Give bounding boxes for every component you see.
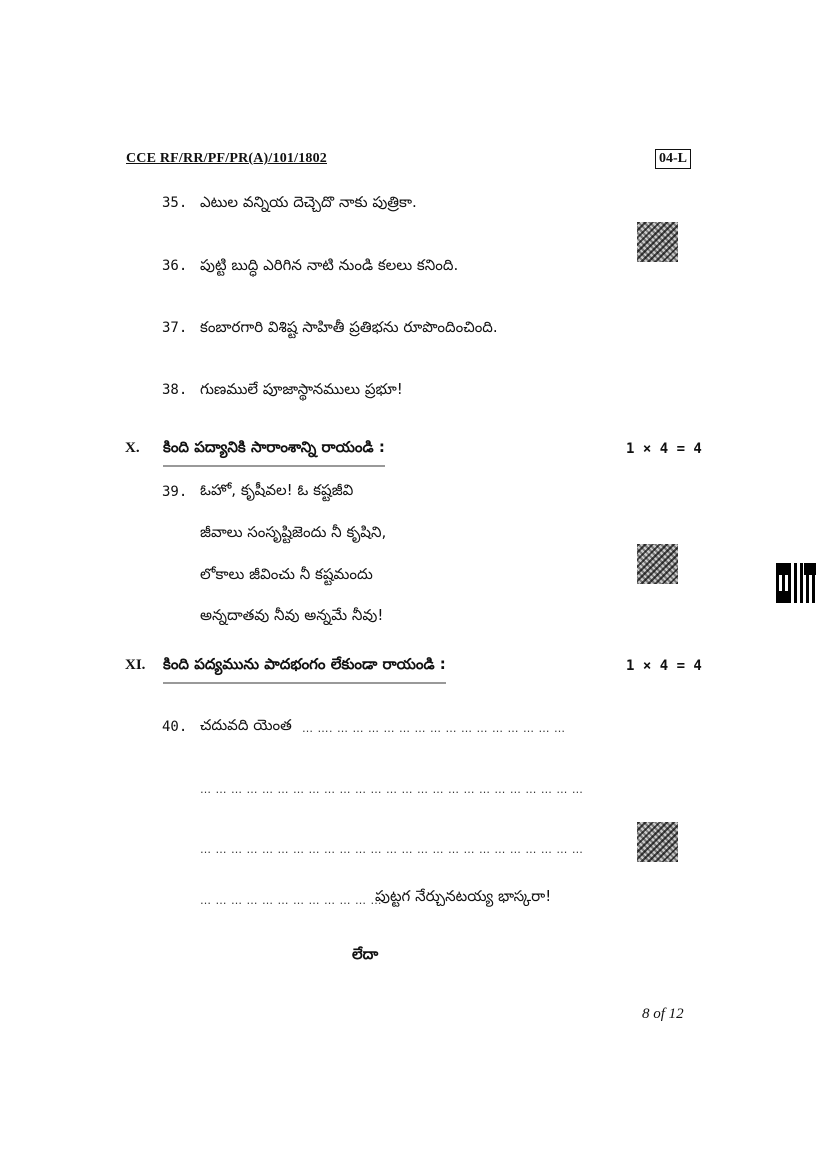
section-marks: 1 × 4 = 4 xyxy=(626,658,702,674)
scan-code-image xyxy=(637,222,678,262)
question-text: గుణములే పూజాస్థానములు ప్రభూ! xyxy=(200,380,403,398)
question-number: 38. xyxy=(162,382,188,398)
question-text: పుట్టి బుద్ధి ఎరిగిన నాటి నుండి కలలు కనింది. xyxy=(200,256,459,274)
poem-end: పుట్టగ నేర్చునటయ్య భాస్కరా! xyxy=(375,887,552,905)
question-number: 35. xyxy=(162,195,188,211)
page-number: 8 of 12 xyxy=(642,1006,684,1022)
paper-code-box: 04-L xyxy=(655,149,691,169)
fill-dots: … …. … … … … … … … … … … … … … … … xyxy=(302,722,566,735)
poem-line: జీవాలు సంసృష్టిజెందు నీ కృషిని, xyxy=(200,523,387,541)
section-label: X. xyxy=(125,440,140,456)
question-text: ఎటుల వన్నియ దెచ్చెదొ నాకు పుత్రికా. xyxy=(200,193,417,211)
question-number: 37. xyxy=(162,320,188,336)
scan-code-image xyxy=(637,544,678,584)
question-number: 40. xyxy=(162,719,188,735)
poem-line: ఓహో, కృషీవల! ఓ కష్టజీవి xyxy=(200,481,354,499)
section-title: కింది పద్యానికి సారాంశాన్ని రాయండి : xyxy=(163,438,385,467)
section-label: XI. xyxy=(125,657,146,673)
qr-code-icon xyxy=(776,563,816,603)
poem-start: చదువది యెంత xyxy=(200,716,292,734)
poem-line: లోకాలు జీవించు నీ కష్టమందు xyxy=(200,565,373,583)
poem-line: అన్నదాతవు నీవు అన్నమే నీవు! xyxy=(200,606,384,624)
fill-dots: … … … … … … … … … … … … xyxy=(200,894,382,907)
question-number: 36. xyxy=(162,258,188,274)
question-number: 39. xyxy=(162,484,188,500)
or-text: లేదా xyxy=(352,945,379,963)
fill-dots: … … … … … … … … … … … … … … … … … … … … … … … … … xyxy=(200,783,584,796)
section-title: కింది పద్యమును పాదభంగం లేకుండా రాయండి : xyxy=(163,655,446,684)
scan-code-image xyxy=(637,822,678,862)
fill-dots: … … … … … … … … … … … … … … … … … … … … … … … … … xyxy=(200,843,584,856)
exam-code: CCE RF/RR/PF/PR(A)/101/1802 xyxy=(126,151,327,166)
section-marks: 1 × 4 = 4 xyxy=(626,441,702,457)
question-text: కంబారగారి విశిష్ట సాహితీ ప్రతిభను రూపొందించింది. xyxy=(200,318,498,336)
